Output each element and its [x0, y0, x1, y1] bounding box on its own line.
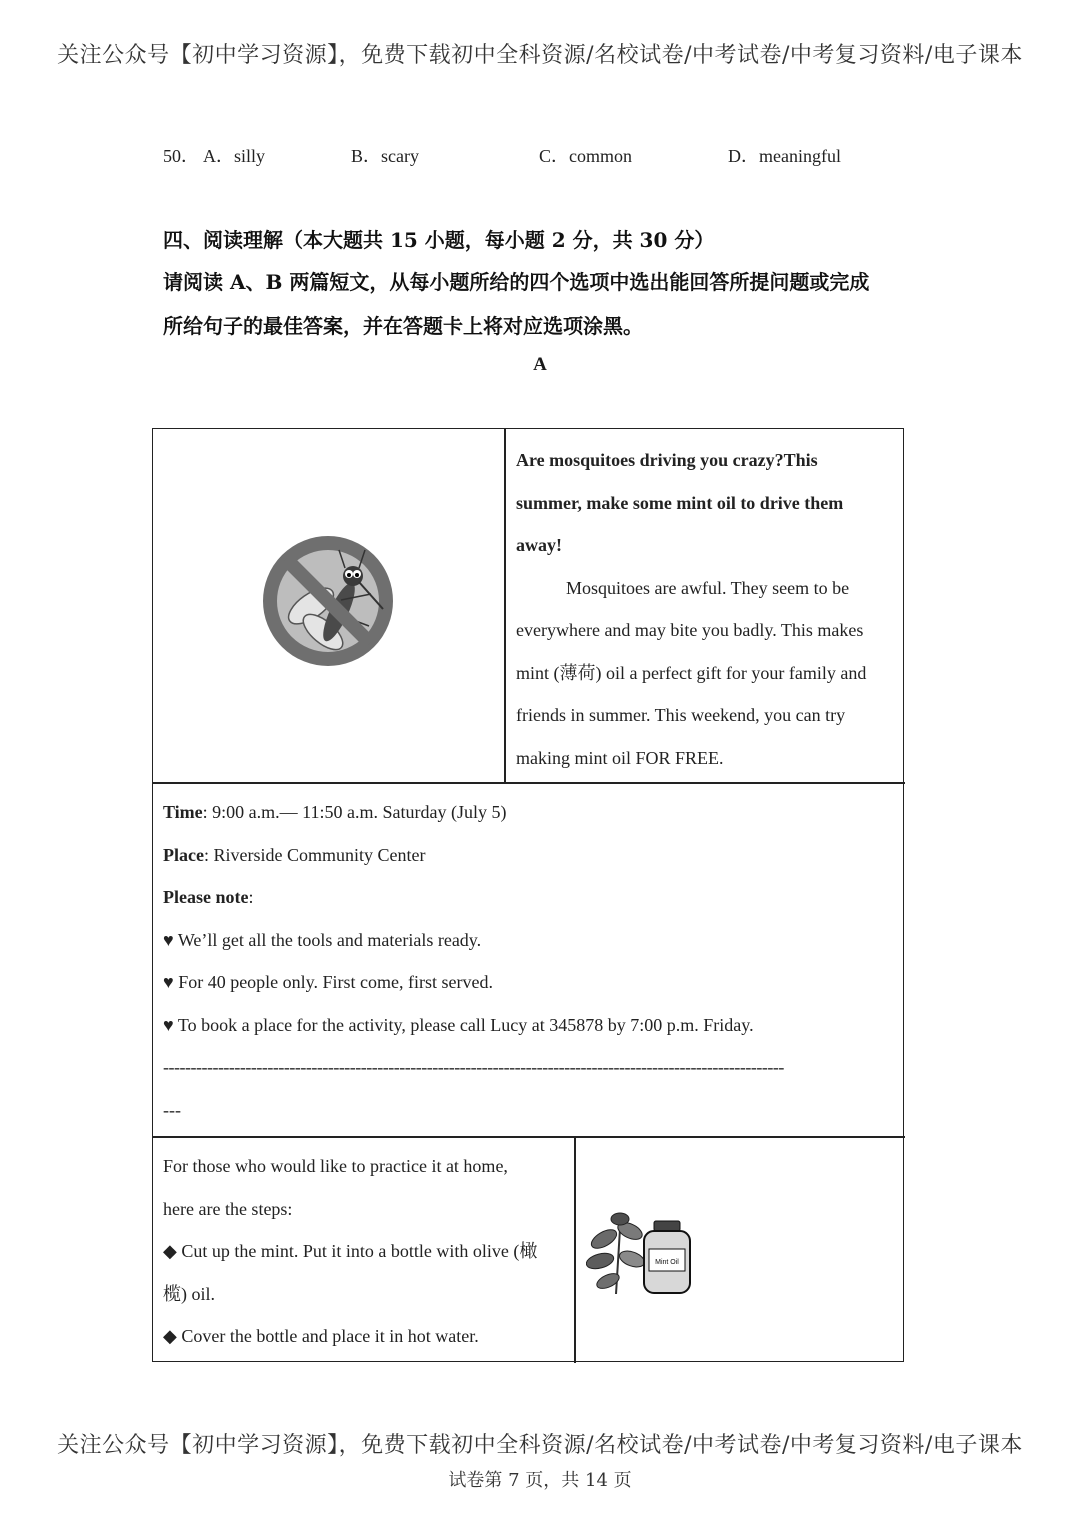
option-b: B．scary — [351, 146, 419, 166]
note-item: ♥ We’ll get all the tools and materials ready. — [163, 929, 482, 950]
option-d: D．meaningful — [728, 146, 841, 166]
dash-separator: --- — [163, 1099, 181, 1120]
page-number: 试卷第 7 页，共 14 页 — [448, 1470, 632, 1491]
time-value: : 9:00 a.m.— 11:50 a.m. Saturday (July 5) — [202, 802, 507, 822]
ad-body-line: Mosquitoes are awful. They seem to be — [566, 577, 850, 598]
note-colon: : — [248, 887, 254, 907]
dash-separator: ----------------------------------------------------------------------------------------------------------------- — [163, 1057, 784, 1077]
steps-intro: here are the steps: — [163, 1198, 293, 1219]
note-line — [163, 876, 895, 919]
time-line — [163, 791, 895, 834]
header-banner: 关注公众号【初中学习资源】，免费下载初中全科资源/名校试卷/中考试卷/中考复习资料/电子课本 — [57, 43, 1023, 68]
mint-oil-bottle-icon — [586, 1209, 706, 1303]
ad-body-line: mint (薄荷) oil a perfect gift for your family and — [516, 662, 867, 683]
ad-headline-line: away! — [516, 535, 562, 555]
place-value: : Riverside Community Center — [203, 844, 426, 865]
note-item: ♥ To book a place for the activity, please call Lucy at 345878 by 7:00 p.m. Friday. — [163, 1014, 754, 1035]
ad-intro — [506, 429, 905, 783]
time-label: Time — [163, 802, 203, 822]
ad-body-line: everywhere and may bite you badly. This makes — [516, 620, 864, 640]
option-c: C．common — [539, 146, 632, 166]
note-label: Please note — [163, 887, 249, 907]
ad-headline-line: Are mosquitoes driving you crazy?This — [516, 450, 818, 470]
instruction-line-1: 请阅读 A、B 两篇短文，从每小题所给的四个选项中选出能回答所提问题或完成 — [163, 270, 870, 294]
no-mosquito-icon — [261, 534, 396, 673]
place-label: Place — [163, 844, 204, 865]
section-title: 四、阅读理解（本大题共 15 小题，每小题 2 分，共 30 分） — [163, 228, 715, 252]
step-item: ◆ Cover the bottle and place it in hot water. — [163, 1326, 479, 1346]
ad-table — [152, 428, 904, 1362]
bottle-label: Mint Oil — [655, 1259, 679, 1266]
place-line — [163, 834, 895, 877]
note-item: ♥ For 40 people only. First come, first served. — [163, 972, 493, 992]
event-details — [153, 783, 905, 1137]
step-item: 榄) oil. — [163, 1283, 215, 1304]
instruction-line-2: 所给句子的最佳答案，并在答题卡上将对应选项涂黑。 — [163, 314, 643, 338]
home-steps — [153, 1137, 576, 1363]
question-number: 50． — [163, 146, 199, 166]
passage-label: A — [533, 354, 547, 375]
steps-intro: For those who would like to practice it at home, — [163, 1156, 508, 1176]
option-a: A．silly — [203, 146, 266, 166]
ad-body-line: making mint oil FOR FREE. — [516, 747, 724, 768]
divider — [574, 1137, 576, 1363]
footer-banner: 关注公众号【初中学习资源】，免费下载初中全科资源/名校试卷/中考试卷/中考复习资料/电子课本 — [57, 1433, 1023, 1458]
ad-headline-line: summer, make some mint oil to drive them — [516, 492, 844, 513]
ad-body-line: friends in summer. This weekend, you can try — [516, 705, 846, 725]
step-item: ◆ Cut up the mint. Put it into a bottle with olive (橄 — [163, 1241, 538, 1261]
